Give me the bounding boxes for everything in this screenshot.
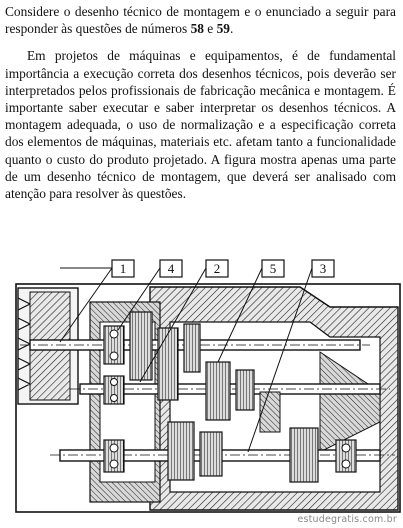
- intro-text: Considere o desenho técnico de montagem e o enunciado a seguir para responder às questões de números: [5, 4, 396, 37]
- callout-3: [312, 260, 334, 277]
- context-paragraph: Em projetos de máquinas e equipamentos, é de fundamental importância a execução correta dos desenhos técnicos, pois deverão ser interpretados pelos profissionais de fabricação mecânica e montagem. É importante saber executar e saber interpretar os desenhos técnicos. A montagem adequada, o uso de normalização e a especificação correta dos elementos de máquinas, materiais etc. afetam tanto a funcionalidade quanto o custo do produto projetado. A figura mostra apenas uma parte de um desenho técnico de montagem, que deverá ser analisado com atenção para resolver às questões.: [5, 48, 396, 202]
- assembly-drawing: [0, 252, 403, 514]
- callout-label-1: 1: [119, 261, 127, 276]
- intro-statement: [5, 3, 396, 37]
- callout-label-4: 4: [167, 261, 175, 276]
- watermark: estudegratis.com.br: [297, 514, 397, 525]
- question-number-59: 59: [216, 21, 230, 37]
- question-text: [5, 3, 396, 202]
- callout-5: [262, 260, 284, 277]
- callout-label-3: 3: [319, 261, 327, 276]
- question-number-58: 58: [190, 21, 204, 37]
- callout-label-2: 2: [213, 261, 221, 276]
- intro-end: .: [229, 21, 234, 37]
- callout-label-5: 5: [269, 261, 277, 276]
- callout-2: [206, 260, 228, 277]
- callout-4: [160, 260, 182, 277]
- callout-1: [112, 260, 134, 277]
- intro-conjunction: e: [203, 21, 217, 37]
